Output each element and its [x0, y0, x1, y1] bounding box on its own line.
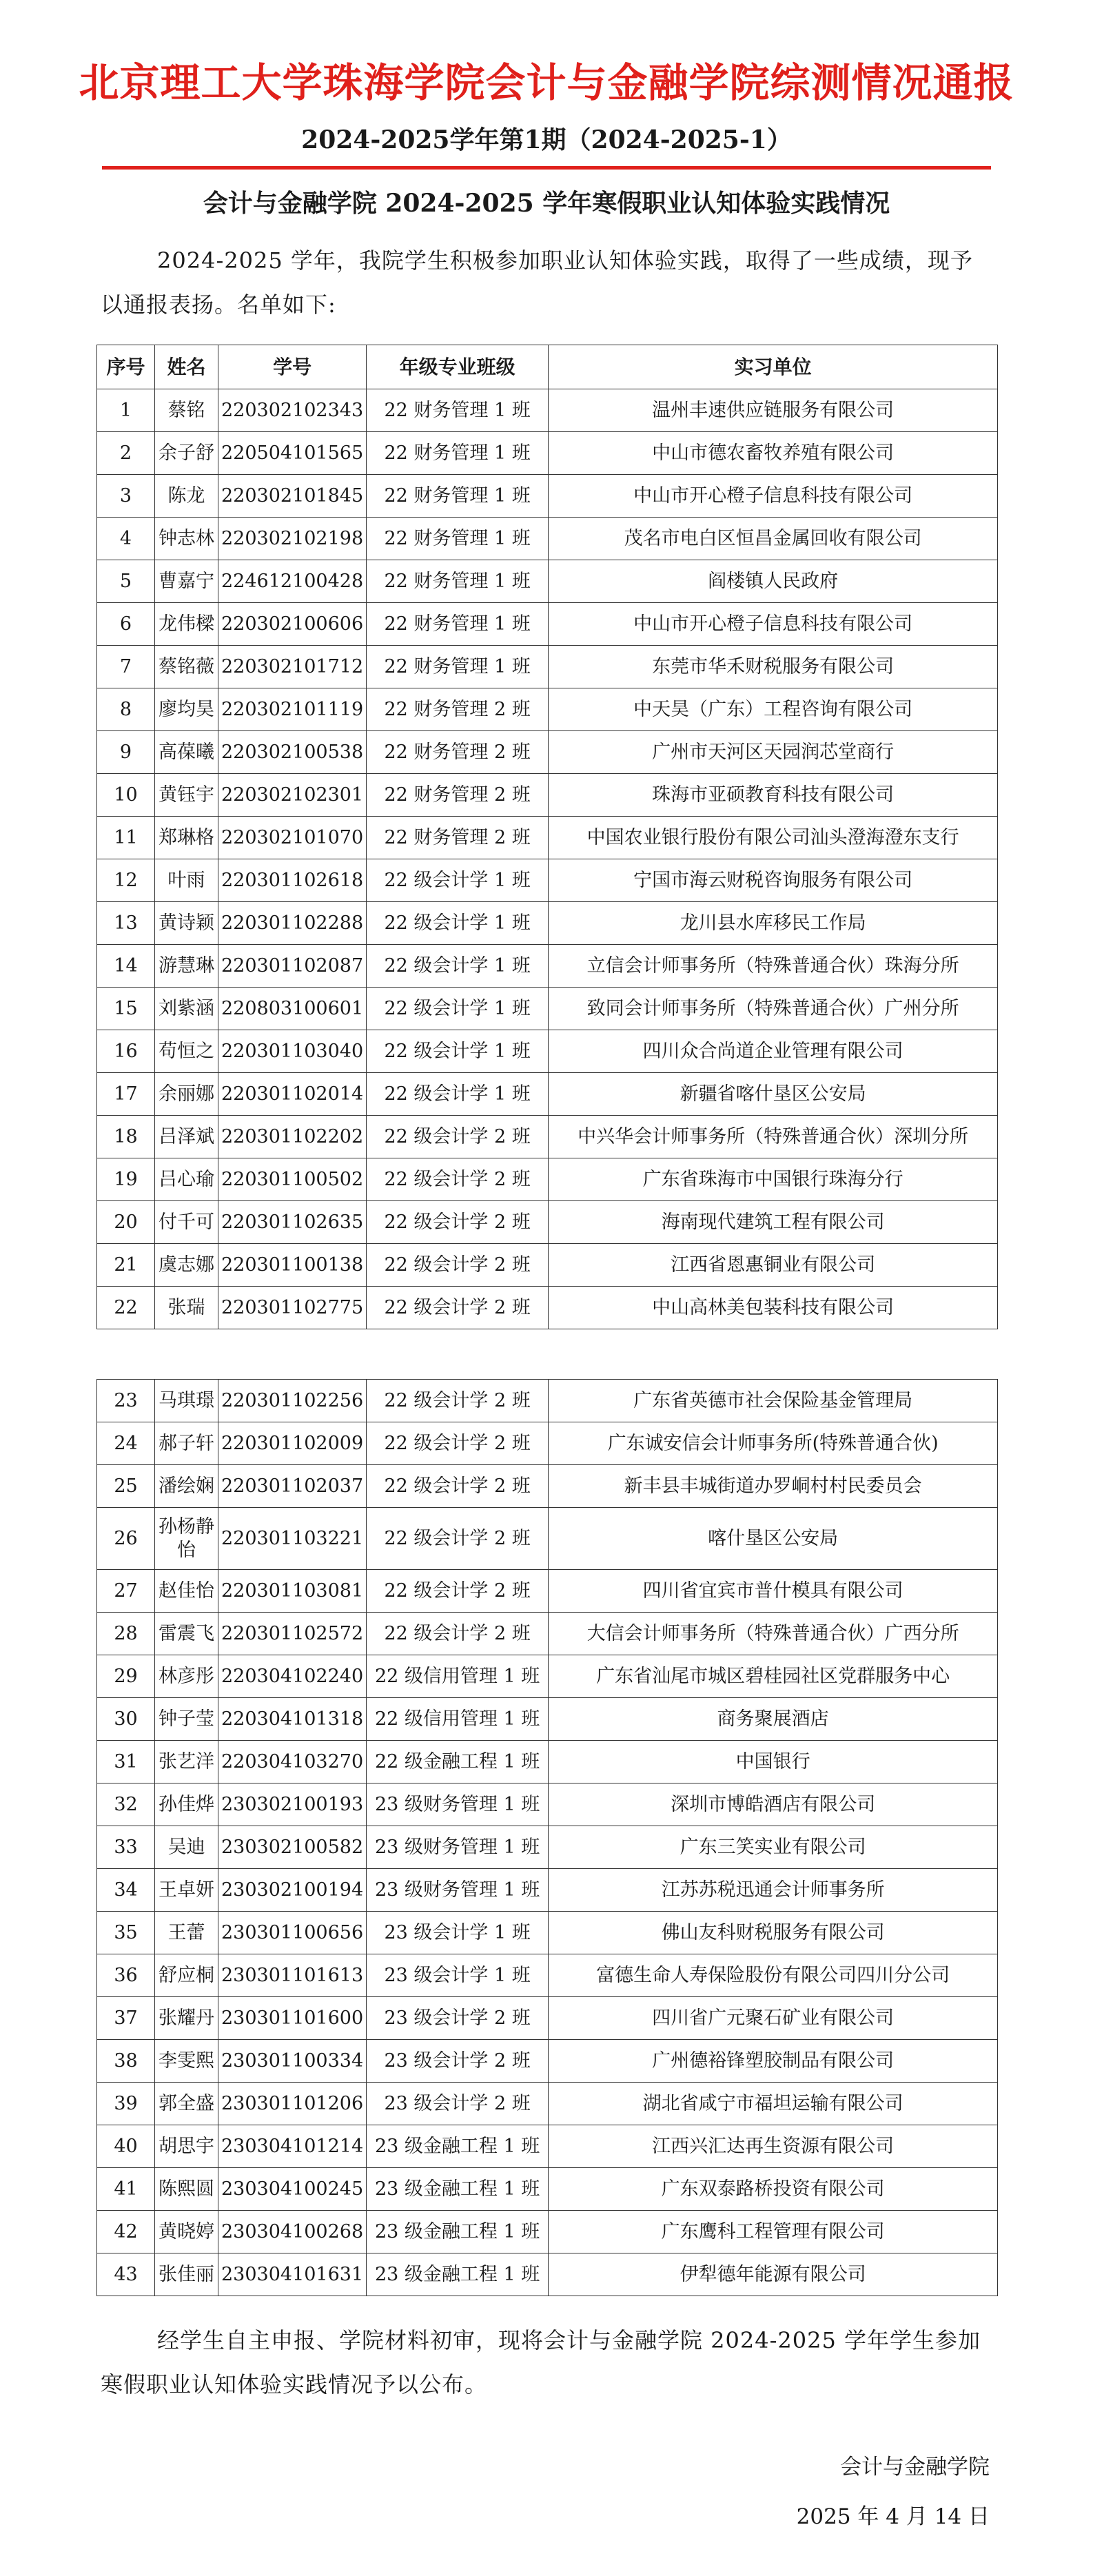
- cell-student-id: 220504101565: [218, 432, 367, 475]
- cell-student-id: 230302100582: [218, 1826, 367, 1869]
- cell-student-id: 220803100601: [218, 988, 367, 1030]
- table-row: [97, 1997, 998, 2040]
- cell-name: 郑琳格: [155, 817, 218, 859]
- cell-name: 陈龙: [155, 475, 218, 518]
- cell-student-id: 220301102572: [218, 1613, 367, 1655]
- cell-student-id: 220301102288: [218, 902, 367, 945]
- table-row: [97, 1954, 998, 1997]
- cell-class: 23 级财务管理 1 班: [367, 1869, 549, 1912]
- cell-name: 曹嘉宁: [155, 560, 218, 603]
- cell-class: 22 财务管理 2 班: [367, 731, 549, 774]
- cell-internship-unit: 佛山友科财税服务有限公司: [549, 1912, 998, 1954]
- table-row: [97, 2253, 998, 2296]
- cell-student-id: 220304103270: [218, 1741, 367, 1783]
- cell-internship-unit: 喀什垦区公安局: [549, 1508, 998, 1570]
- signature-date: 2025 年 4 月 14 日: [796, 2504, 990, 2529]
- cell-index: 35: [97, 1912, 155, 1954]
- cell-class: 22 级信用管理 1 班: [367, 1698, 549, 1741]
- cell-student-id: 230301100334: [218, 2040, 367, 2083]
- table-row: [97, 432, 998, 475]
- cell-internship-unit: 中国农业银行股份有限公司汕头澄海澄东支行: [549, 817, 998, 859]
- cell-index: 29: [97, 1655, 155, 1698]
- cell-student-id: 220302101119: [218, 688, 367, 731]
- cell-name: 张瑞: [155, 1287, 218, 1329]
- cell-class: 23 级财务管理 1 班: [367, 1826, 549, 1869]
- cell-internship-unit: 致同会计师事务所（特殊普通合伙）广州分所: [549, 988, 998, 1030]
- table-row: [97, 1465, 998, 1508]
- cell-internship-unit: 温州丰速供应链服务有限公司: [549, 389, 998, 432]
- cell-index: 43: [97, 2253, 155, 2296]
- cell-name: 孙杨静怡: [155, 1508, 218, 1570]
- table-row: [97, 2083, 998, 2125]
- cell-index: 13: [97, 902, 155, 945]
- cell-class: 23 级会计学 2 班: [367, 2083, 549, 2125]
- cell-name: 陈熙圆: [155, 2168, 218, 2211]
- cell-class: 22 级会计学 1 班: [367, 859, 549, 902]
- table-row: [97, 902, 998, 945]
- signature-org: 会计与金融学院: [840, 2455, 990, 2480]
- cell-class: 22 级会计学 2 班: [367, 1201, 549, 1244]
- cell-student-id: 220302100606: [218, 603, 367, 646]
- table-row: [97, 475, 998, 518]
- cell-class: 22 级会计学 2 班: [367, 1116, 549, 1158]
- cell-student-id: 220304101318: [218, 1698, 367, 1741]
- cell-internship-unit: 东莞市华禾财税服务有限公司: [549, 646, 998, 688]
- cell-name: 余子舒: [155, 432, 218, 475]
- table-row: [97, 817, 998, 859]
- table-row: [97, 2168, 998, 2211]
- cell-index: 34: [97, 1869, 155, 1912]
- cell-student-id: 230304101214: [218, 2125, 367, 2168]
- cell-index: 33: [97, 1826, 155, 1869]
- document-title: 北京理工大学珠海学院会计与金融学院综测情况通报: [79, 59, 1014, 106]
- cell-class: 22 级会计学 2 班: [367, 1508, 549, 1570]
- cell-class: 22 财务管理 1 班: [367, 646, 549, 688]
- cell-name: 林彦彤: [155, 1655, 218, 1698]
- intro-paragraph: 2024-2025 学年，我院学生积极参加职业认知体验实践，取得了一些成绩，现予以通报表扬。名单如下:: [101, 247, 973, 318]
- cell-student-id: 230302100194: [218, 1869, 367, 1912]
- closing-paragraph: 经学生自主申报、学院材料初审，现将会计与金融学院 2024-2025 学年学生参加寒假职业认知体验实践情况予以公布。: [101, 2327, 981, 2398]
- cell-index: 41: [97, 2168, 155, 2211]
- table-row: [97, 1613, 998, 1655]
- cell-name: 李雯熙: [155, 2040, 218, 2083]
- cell-internship-unit: 四川省广元聚石矿业有限公司: [549, 1997, 998, 2040]
- cell-internship-unit: 广东双泰路桥投资有限公司: [549, 2168, 998, 2211]
- cell-internship-unit: 深圳市博皓酒店有限公司: [549, 1783, 998, 1826]
- cell-index: 42: [97, 2211, 155, 2253]
- table-row: [97, 1201, 998, 1244]
- report-subtitle: 会计与金融学院 2024-2025 学年寒假职业认知体验实践情况: [203, 189, 890, 218]
- cell-name: 刘紫涵: [155, 988, 218, 1030]
- table-row: [97, 1912, 998, 1954]
- table-row: [97, 1073, 998, 1116]
- cell-internship-unit: 广东诚安信会计师事务所(特殊普通合伙): [549, 1422, 998, 1465]
- table-row: [97, 1030, 998, 1073]
- cell-name: 虞志娜: [155, 1244, 218, 1287]
- cell-class: 22 级会计学 2 班: [367, 1465, 549, 1508]
- cell-name: 张耀丹: [155, 1997, 218, 2040]
- cell-index: 16: [97, 1030, 155, 1073]
- cell-student-id: 224612100428: [218, 560, 367, 603]
- table-row: [97, 1287, 998, 1329]
- cell-student-id: 220302101845: [218, 475, 367, 518]
- cell-internship-unit: 茂名市电白区恒昌金属回收有限公司: [549, 518, 998, 560]
- cell-student-id: 220301102618: [218, 859, 367, 902]
- cell-student-id: 220304102240: [218, 1655, 367, 1698]
- cell-internship-unit: 大信会计师事务所（特殊普通合伙）广西分所: [549, 1613, 998, 1655]
- table-header-row: [97, 345, 998, 389]
- cell-index: 28: [97, 1613, 155, 1655]
- cell-student-id: 220301102775: [218, 1287, 367, 1329]
- cell-internship-unit: 中国银行: [549, 1741, 998, 1783]
- cell-student-id: 220301102635: [218, 1201, 367, 1244]
- cell-class: 22 财务管理 1 班: [367, 475, 549, 518]
- cell-class: 23 级会计学 1 班: [367, 1954, 549, 1997]
- cell-class: 22 财务管理 1 班: [367, 432, 549, 475]
- cell-index: 7: [97, 646, 155, 688]
- table-row: [97, 1698, 998, 1741]
- cell-internship-unit: 立信会计师事务所（特殊普通合伙）珠海分所: [549, 945, 998, 988]
- cell-student-id: 220301102009: [218, 1422, 367, 1465]
- table-row: [97, 603, 998, 646]
- cell-index: 39: [97, 2083, 155, 2125]
- cell-index: 2: [97, 432, 155, 475]
- cell-internship-unit: 新丰县丰城街道办罗峒村村民委员会: [549, 1465, 998, 1508]
- cell-index: 40: [97, 2125, 155, 2168]
- cell-student-id: 220302101070: [218, 817, 367, 859]
- cell-index: 36: [97, 1954, 155, 1997]
- cell-name: 潘绘娴: [155, 1465, 218, 1508]
- cell-class: 22 级会计学 1 班: [367, 1073, 549, 1116]
- cell-name: 龙伟樑: [155, 603, 218, 646]
- cell-index: 8: [97, 688, 155, 731]
- cell-internship-unit: 珠海市亚硕教育科技有限公司: [549, 774, 998, 817]
- cell-student-id: 220301102014: [218, 1073, 367, 1116]
- cell-index: 14: [97, 945, 155, 988]
- cell-student-id: 230302100193: [218, 1783, 367, 1826]
- cell-student-id: 220302102301: [218, 774, 367, 817]
- cell-student-id: 230301101613: [218, 1954, 367, 1997]
- cell-index: 22: [97, 1287, 155, 1329]
- cell-internship-unit: 广州德裕锋塑胶制品有限公司: [549, 2040, 998, 2083]
- cell-name: 马琪璟: [155, 1380, 218, 1422]
- cell-name: 钟志林: [155, 518, 218, 560]
- cell-class: 23 级会计学 1 班: [367, 1912, 549, 1954]
- cell-internship-unit: 广东省珠海市中国银行珠海分行: [549, 1158, 998, 1201]
- cell-class: 22 级金融工程 1 班: [367, 1741, 549, 1783]
- cell-student-id: 230301100656: [218, 1912, 367, 1954]
- header-student-id: 学号: [218, 345, 367, 389]
- cell-class: 22 级会计学 2 班: [367, 1613, 549, 1655]
- cell-index: 17: [97, 1073, 155, 1116]
- cell-class: 22 级会计学 2 班: [367, 1244, 549, 1287]
- cell-student-id: 220301102087: [218, 945, 367, 988]
- header-internship-unit: 实习单位: [549, 345, 998, 389]
- cell-name: 钟子莹: [155, 1698, 218, 1741]
- cell-name: 吴迪: [155, 1826, 218, 1869]
- table-row: [97, 859, 998, 902]
- table-row: [97, 1508, 998, 1570]
- cell-student-id: 230304101631: [218, 2253, 367, 2296]
- cell-class: 23 级金融工程 1 班: [367, 2168, 549, 2211]
- cell-name: 叶雨: [155, 859, 218, 902]
- table-row: [97, 1826, 998, 1869]
- cell-name: 张艺洋: [155, 1741, 218, 1783]
- cell-index: 9: [97, 731, 155, 774]
- cell-internship-unit: 中山高林美包装科技有限公司: [549, 1287, 998, 1329]
- cell-name: 黄诗颖: [155, 902, 218, 945]
- cell-name: 郝子轩: [155, 1422, 218, 1465]
- cell-class: 22 级信用管理 1 班: [367, 1655, 549, 1698]
- cell-class: 22 级会计学 2 班: [367, 1158, 549, 1201]
- cell-index: 26: [97, 1508, 155, 1570]
- cell-class: 22 财务管理 1 班: [367, 518, 549, 560]
- cell-name: 王卓妍: [155, 1869, 218, 1912]
- cell-student-id: 220301103081: [218, 1570, 367, 1613]
- cell-index: 1: [97, 389, 155, 432]
- cell-internship-unit: 四川省宜宾市普什模具有限公司: [549, 1570, 998, 1613]
- cell-internship-unit: 广东鹰科工程管理有限公司: [549, 2211, 998, 2253]
- cell-name: 蔡铭: [155, 389, 218, 432]
- cell-internship-unit: 广州市天河区天园润芯堂商行: [549, 731, 998, 774]
- cell-student-id: 230301101600: [218, 1997, 367, 2040]
- cell-name: 雷震飞: [155, 1613, 218, 1655]
- cell-student-id: 220301100138: [218, 1244, 367, 1287]
- cell-internship-unit: 富德生命人寿保险股份有限公司四川分公司: [549, 1954, 998, 1997]
- cell-student-id: 220301103040: [218, 1030, 367, 1073]
- cell-internship-unit: 伊犁德年能源有限公司: [549, 2253, 998, 2296]
- cell-class: 23 级会计学 2 班: [367, 1997, 549, 2040]
- cell-index: 3: [97, 475, 155, 518]
- cell-student-id: 220301102202: [218, 1116, 367, 1158]
- table-row: [97, 1570, 998, 1613]
- table-row: [97, 646, 998, 688]
- cell-student-id: 220301100502: [218, 1158, 367, 1201]
- table-row: [97, 1380, 998, 1422]
- cell-index: 32: [97, 1783, 155, 1826]
- header-class: 年级专业班级: [367, 345, 549, 389]
- cell-index: 18: [97, 1116, 155, 1158]
- cell-name: 余丽娜: [155, 1073, 218, 1116]
- cell-index: 20: [97, 1201, 155, 1244]
- cell-name: 高葆曦: [155, 731, 218, 774]
- cell-internship-unit: 江苏苏税迅通会计师事务所: [549, 1869, 998, 1912]
- cell-index: 19: [97, 1158, 155, 1201]
- table-row: [97, 518, 998, 560]
- cell-name: 郭全盛: [155, 2083, 218, 2125]
- cell-class: 23 级金融工程 1 班: [367, 2253, 549, 2296]
- cell-class: 23 级财务管理 1 班: [367, 1783, 549, 1826]
- cell-name: 赵佳怡: [155, 1570, 218, 1613]
- header-index: 序号: [97, 345, 155, 389]
- cell-name: 张佳丽: [155, 2253, 218, 2296]
- cell-name: 黄钰宇: [155, 774, 218, 817]
- cell-class: 22 财务管理 2 班: [367, 817, 549, 859]
- cell-class: 22 财务管理 1 班: [367, 603, 549, 646]
- table-row: [97, 1244, 998, 1287]
- cell-index: 4: [97, 518, 155, 560]
- cell-index: 25: [97, 1465, 155, 1508]
- cell-internship-unit: 海南现代建筑工程有限公司: [549, 1201, 998, 1244]
- cell-class: 22 财务管理 1 班: [367, 389, 549, 432]
- cell-index: 38: [97, 2040, 155, 2083]
- table-row: [97, 1869, 998, 1912]
- cell-class: 23 级会计学 2 班: [367, 2040, 549, 2083]
- cell-name: 舒应桐: [155, 1954, 218, 1997]
- cell-class: 22 级会计学 1 班: [367, 1030, 549, 1073]
- cell-name: 王蕾: [155, 1912, 218, 1954]
- cell-index: 37: [97, 1997, 155, 2040]
- cell-internship-unit: 龙川县水库移民工作局: [549, 902, 998, 945]
- cell-student-id: 220302102343: [218, 389, 367, 432]
- cell-name: 孙佳烨: [155, 1783, 218, 1826]
- cell-internship-unit: 中山市德农畜牧养殖有限公司: [549, 432, 998, 475]
- cell-internship-unit: 广东省汕尾市城区碧桂园社区党群服务中心: [549, 1655, 998, 1698]
- student-table-part2: [96, 1379, 998, 2296]
- cell-class: 22 级会计学 1 班: [367, 945, 549, 988]
- cell-internship-unit: 商务聚展酒店: [549, 1698, 998, 1741]
- cell-internship-unit: 广东三笑实业有限公司: [549, 1826, 998, 1869]
- cell-name: 黄晓婷: [155, 2211, 218, 2253]
- table-row: [97, 1158, 998, 1201]
- student-table-part1: [96, 345, 998, 1329]
- table-row: [97, 731, 998, 774]
- table-row: [97, 774, 998, 817]
- cell-index: 6: [97, 603, 155, 646]
- cell-internship-unit: 宁国市海云财税咨询服务有限公司: [549, 859, 998, 902]
- cell-name: 胡思宇: [155, 2125, 218, 2168]
- cell-class: 22 级会计学 2 班: [367, 1422, 549, 1465]
- cell-index: 12: [97, 859, 155, 902]
- cell-index: 10: [97, 774, 155, 817]
- header-name: 姓名: [155, 345, 218, 389]
- table-row: [97, 945, 998, 988]
- cell-class: 22 财务管理 1 班: [367, 560, 549, 603]
- table-row: [97, 1116, 998, 1158]
- table-row: [97, 2125, 998, 2168]
- cell-name: 蔡铭薇: [155, 646, 218, 688]
- table-row: [97, 1741, 998, 1783]
- cell-student-id: 220301102037: [218, 1465, 367, 1508]
- table-row: [97, 988, 998, 1030]
- cell-index: 23: [97, 1380, 155, 1422]
- cell-index: 5: [97, 560, 155, 603]
- cell-student-id: 230301101206: [218, 2083, 367, 2125]
- cell-index: 11: [97, 817, 155, 859]
- cell-internship-unit: 中山市开心橙子信息科技有限公司: [549, 603, 998, 646]
- table-row: [97, 688, 998, 731]
- cell-class: 22 级会计学 2 班: [367, 1570, 549, 1613]
- cell-name: 吕心瑜: [155, 1158, 218, 1201]
- cell-index: 31: [97, 1741, 155, 1783]
- cell-name: 苟恒之: [155, 1030, 218, 1073]
- cell-internship-unit: 中天昊（广东）工程咨询有限公司: [549, 688, 998, 731]
- cell-index: 21: [97, 1244, 155, 1287]
- cell-class: 22 级会计学 1 班: [367, 988, 549, 1030]
- cell-internship-unit: 四川众合尚道企业管理有限公司: [549, 1030, 998, 1073]
- cell-internship-unit: 新疆省喀什垦区公安局: [549, 1073, 998, 1116]
- table-row: [97, 2040, 998, 2083]
- table-row: [97, 1655, 998, 1698]
- table-row: [97, 2211, 998, 2253]
- table-row: [97, 389, 998, 432]
- cell-internship-unit: 广东省英德市社会保险基金管理局: [549, 1380, 998, 1422]
- cell-student-id: 220301102256: [218, 1380, 367, 1422]
- red-divider-line: [102, 166, 991, 170]
- cell-class: 22 财务管理 2 班: [367, 688, 549, 731]
- cell-name: 廖均昊: [155, 688, 218, 731]
- cell-class: 22 级会计学 2 班: [367, 1287, 549, 1329]
- table-row: [97, 1422, 998, 1465]
- cell-student-id: 220301103221: [218, 1508, 367, 1570]
- issue-period: 2024-2025学年第1期（2024-2025-1）: [301, 125, 792, 154]
- cell-class: 23 级金融工程 1 班: [367, 2125, 549, 2168]
- cell-name: 付千可: [155, 1201, 218, 1244]
- cell-internship-unit: 湖北省咸宁市福坦运输有限公司: [549, 2083, 998, 2125]
- cell-class: 23 级金融工程 1 班: [367, 2211, 549, 2253]
- table-row: [97, 560, 998, 603]
- cell-name: 游慧琳: [155, 945, 218, 988]
- cell-index: 15: [97, 988, 155, 1030]
- cell-student-id: 220302101712: [218, 646, 367, 688]
- cell-class: 22 财务管理 2 班: [367, 774, 549, 817]
- cell-name: 吕泽斌: [155, 1116, 218, 1158]
- cell-student-id: 220302100538: [218, 731, 367, 774]
- cell-index: 30: [97, 1698, 155, 1741]
- cell-student-id: 230304100268: [218, 2211, 367, 2253]
- cell-index: 27: [97, 1570, 155, 1613]
- cell-internship-unit: 江西兴汇达再生资源有限公司: [549, 2125, 998, 2168]
- cell-internship-unit: 阎楼镇人民政府: [549, 560, 998, 603]
- cell-internship-unit: 中兴华会计师事务所（特殊普通合伙）深圳分所: [549, 1116, 998, 1158]
- cell-class: 22 级会计学 1 班: [367, 902, 549, 945]
- cell-internship-unit: 中山市开心橙子信息科技有限公司: [549, 475, 998, 518]
- table-row: [97, 1783, 998, 1826]
- cell-student-id: 230304100245: [218, 2168, 367, 2211]
- cell-internship-unit: 江西省恩惠铜业有限公司: [549, 1244, 998, 1287]
- cell-index: 24: [97, 1422, 155, 1465]
- cell-class: 22 级会计学 2 班: [367, 1380, 549, 1422]
- cell-student-id: 220302102198: [218, 518, 367, 560]
